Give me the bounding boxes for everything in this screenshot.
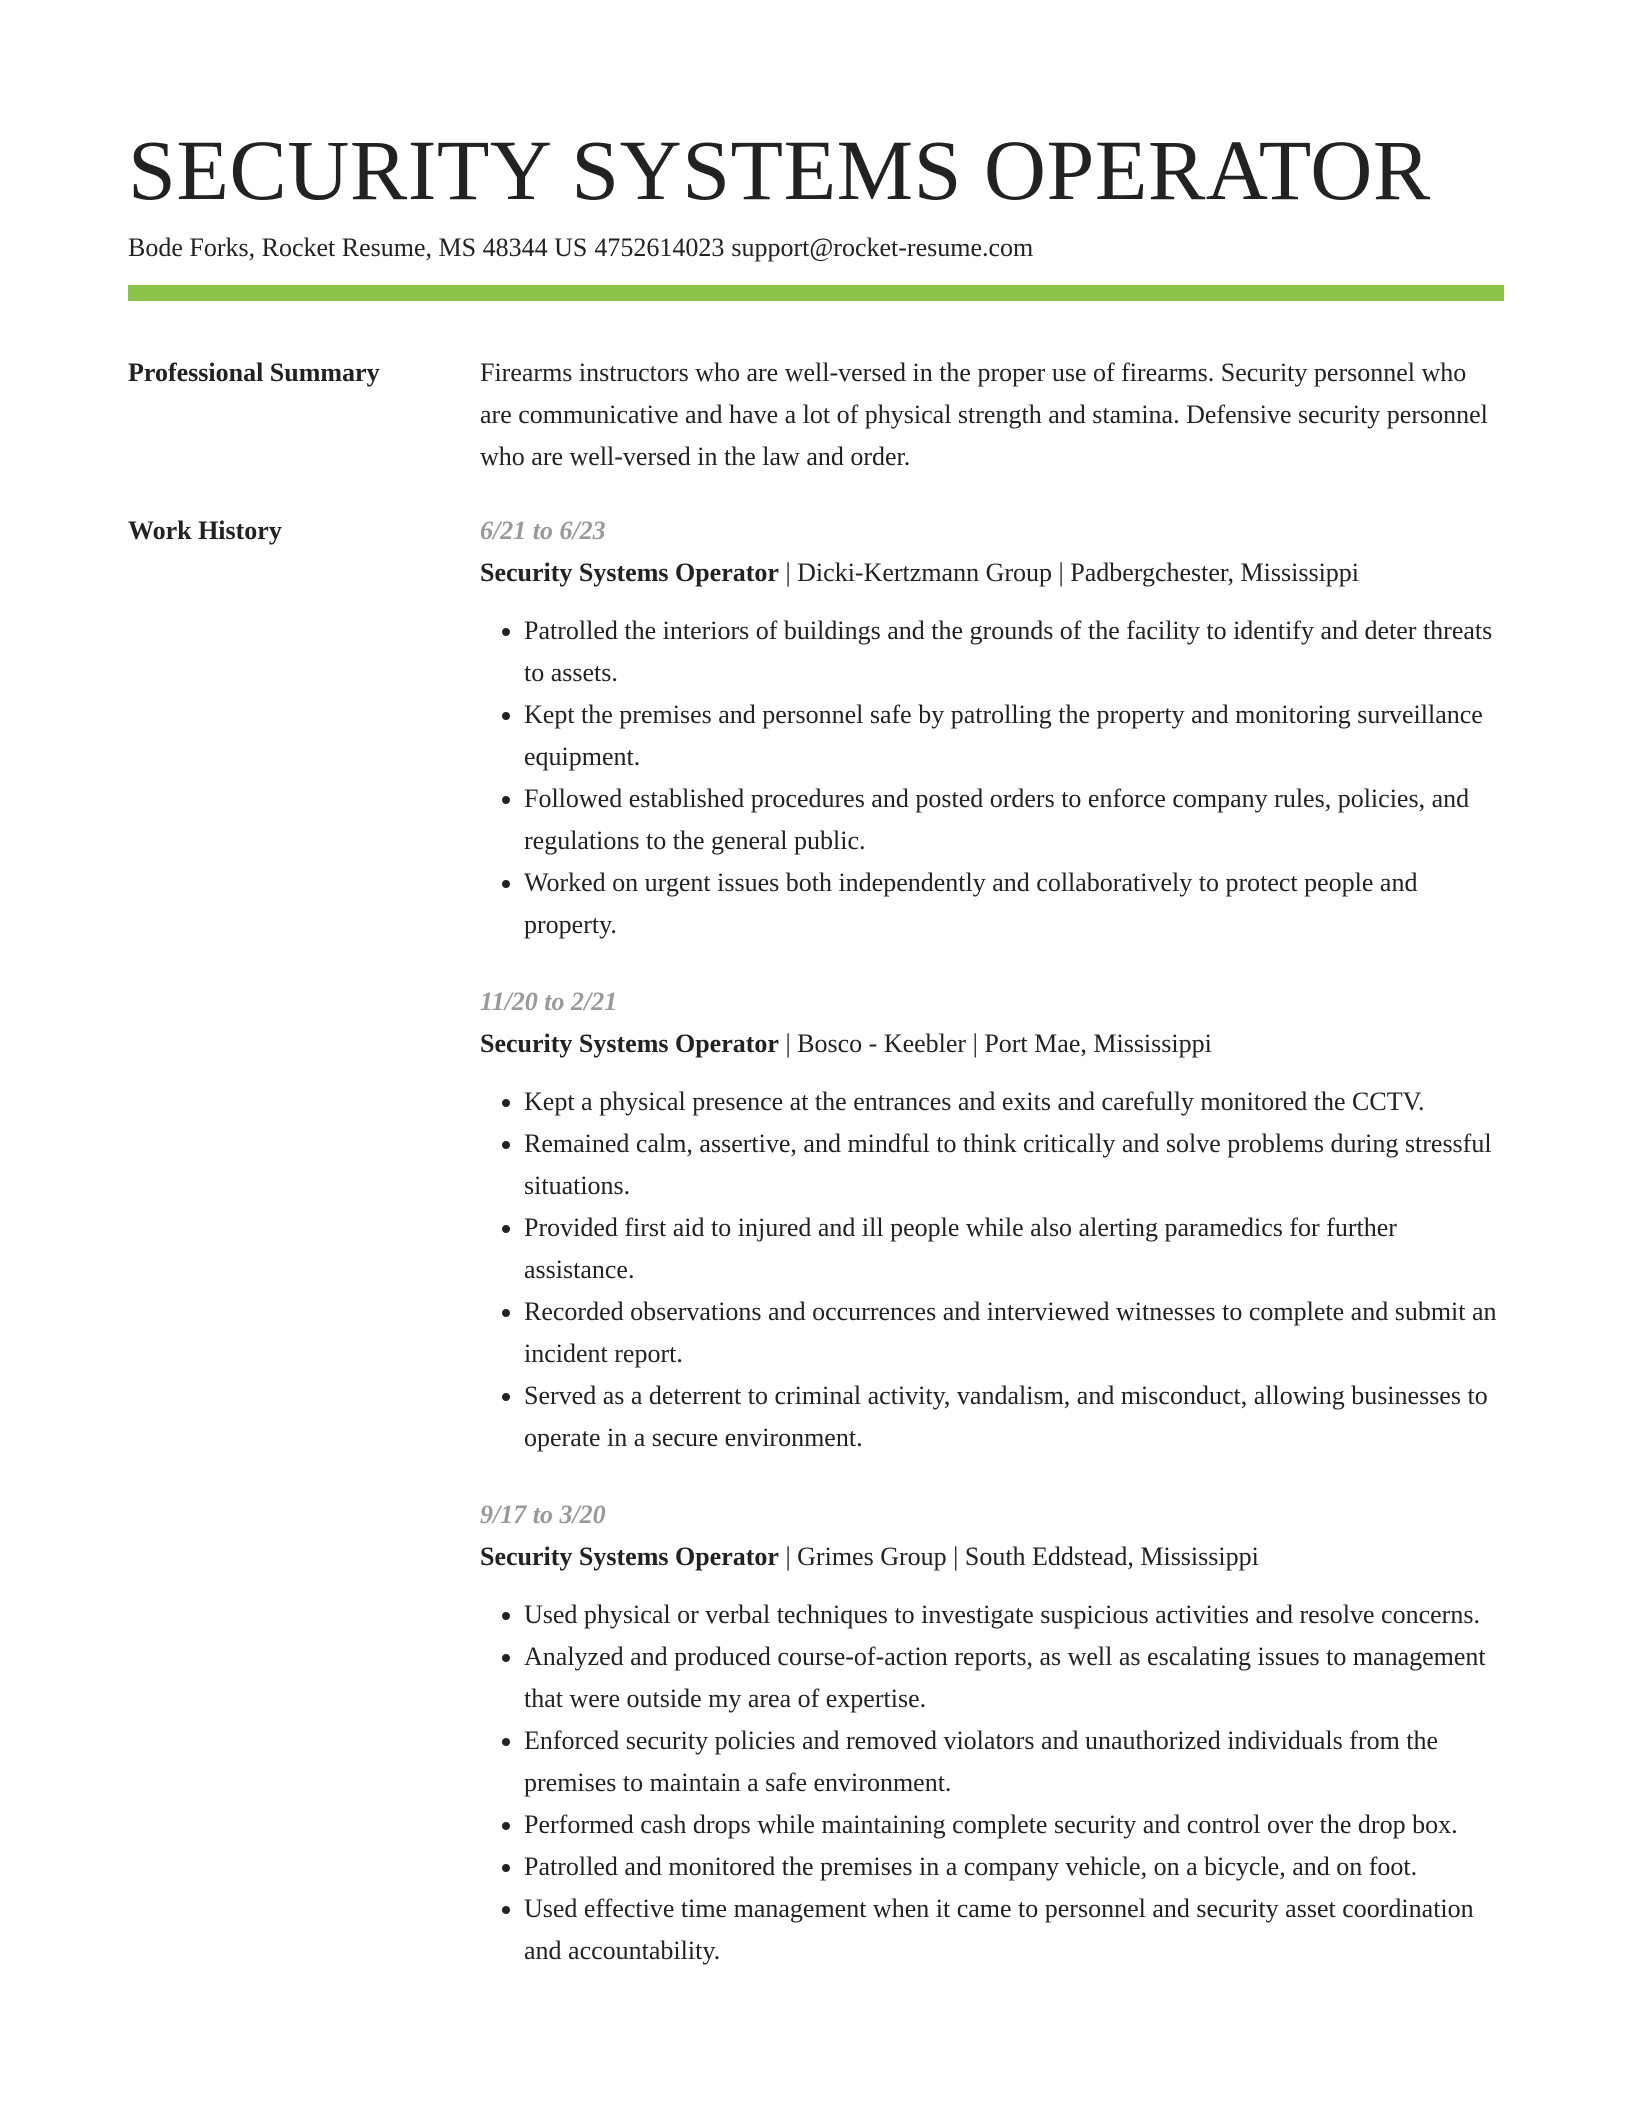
job-bullet: • Kept the premises and personnel safe by patrolling the property and monitoring surveillance equipment. <box>524 694 1504 778</box>
header-divider <box>128 285 1504 301</box>
job-bullet: • Enforced security policies and removed violators and unauthorized individuals from the premises to maintain a safe environment. <box>524 1720 1504 1804</box>
job-entry <box>480 1494 1504 1972</box>
contact-phone: 4752614023 <box>594 233 725 262</box>
summary-text: Firearms instructors who are well-versed in the proper use of firearms. Security personnel who are communicative and have a lot of physical strength and stamina. Defensive security personnel who are well-versed in the law and order. <box>480 358 1488 471</box>
job-bullet: • Analyzed and produced course-of-action reports, as well as escalating issues to management that were outside my area of expertise. <box>524 1636 1504 1720</box>
section-title-summary: Professional Summary <box>128 358 380 387</box>
job-dates: 11/20 to 2/21 <box>480 987 618 1016</box>
section-title-work-history: Work History <box>128 516 282 545</box>
job-dates: 9/17 to 3/20 <box>480 1500 606 1529</box>
job-location: South Eddstead, Mississippi <box>964 1542 1259 1571</box>
contact-info <box>128 230 1504 266</box>
job-title: Security Systems Operator <box>480 558 779 587</box>
job-title: Security Systems Operator <box>480 1029 779 1058</box>
job-bullet: • Remained calm, assertive, and mindful to think critically and solve problems during stressful situations. <box>524 1123 1504 1207</box>
job-entry <box>480 981 1504 1459</box>
job-bullet: • Patrolled and monitored the premises in a company vehicle, on a bicycle, and on foot. <box>524 1846 1504 1888</box>
candidate-name: SECURITY SYSTEMS OPERATOR <box>128 122 1431 218</box>
job-location: Port Mae, Mississippi <box>984 1029 1212 1058</box>
contact-address: Bode Forks, Rocket Resume, MS 48344 US <box>128 233 588 262</box>
job-bullet-list <box>480 610 1504 946</box>
job-title: Security Systems Operator <box>480 1542 779 1571</box>
job-heading: Security Systems Operator | Bosco - Keebler | Port Mae, Mississippi <box>480 1029 1212 1058</box>
job-bullet-list <box>480 1081 1504 1459</box>
job-bullet: • Patrolled the interiors of buildings and the grounds of the facility to identify and deter threats to assets. <box>524 610 1504 694</box>
job-bullet: • Kept a physical presence at the entrances and exits and carefully monitored the CCTV. <box>524 1081 1504 1123</box>
job-entry <box>480 510 1504 946</box>
job-bullet-list <box>480 1594 1504 1972</box>
job-heading: Security Systems Operator | Dicki-Kertzmann Group | Padbergchester, Mississippi <box>480 558 1360 587</box>
contact-email: support@rocket-resume.com <box>731 233 1034 262</box>
job-company: Bosco - Keebler <box>797 1029 967 1058</box>
job-dates: 6/21 to 6/23 <box>480 516 606 545</box>
job-bullet: • Worked on urgent issues both independently and collaboratively to protect people and property. <box>524 862 1504 946</box>
job-bullet: • Used physical or verbal techniques to investigate suspicious activities and resolve concerns. <box>524 1594 1504 1636</box>
job-location: Padbergchester, Mississippi <box>1070 558 1360 587</box>
job-company: Grimes Group <box>797 1542 947 1571</box>
job-heading: Security Systems Operator | Grimes Group | South Eddstead, Mississippi <box>480 1542 1259 1571</box>
job-bullet: • Used effective time management when it came to personnel and security asset coordination and accountability. <box>524 1888 1504 1972</box>
job-bullet: • Recorded observations and occurrences and interviewed witnesses to complete and submit an incident report. <box>524 1291 1504 1375</box>
job-bullet: • Served as a deterrent to criminal activity, vandalism, and misconduct, allowing businesses to operate in a secure environment. <box>524 1375 1504 1459</box>
resume-header <box>128 118 1504 266</box>
job-bullet: • Followed established procedures and posted orders to enforce company rules, policies, and regulations to the general public. <box>524 778 1504 862</box>
job-bullet: • Performed cash drops while maintaining complete security and control over the drop box. <box>524 1804 1504 1846</box>
job-bullet: • Provided first aid to injured and ill people while also alerting paramedics for further assistance. <box>524 1207 1504 1291</box>
job-company: Dicki-Kertzmann Group <box>797 558 1053 587</box>
work-history-body <box>480 510 1504 2007</box>
summary-body <box>480 352 1504 478</box>
